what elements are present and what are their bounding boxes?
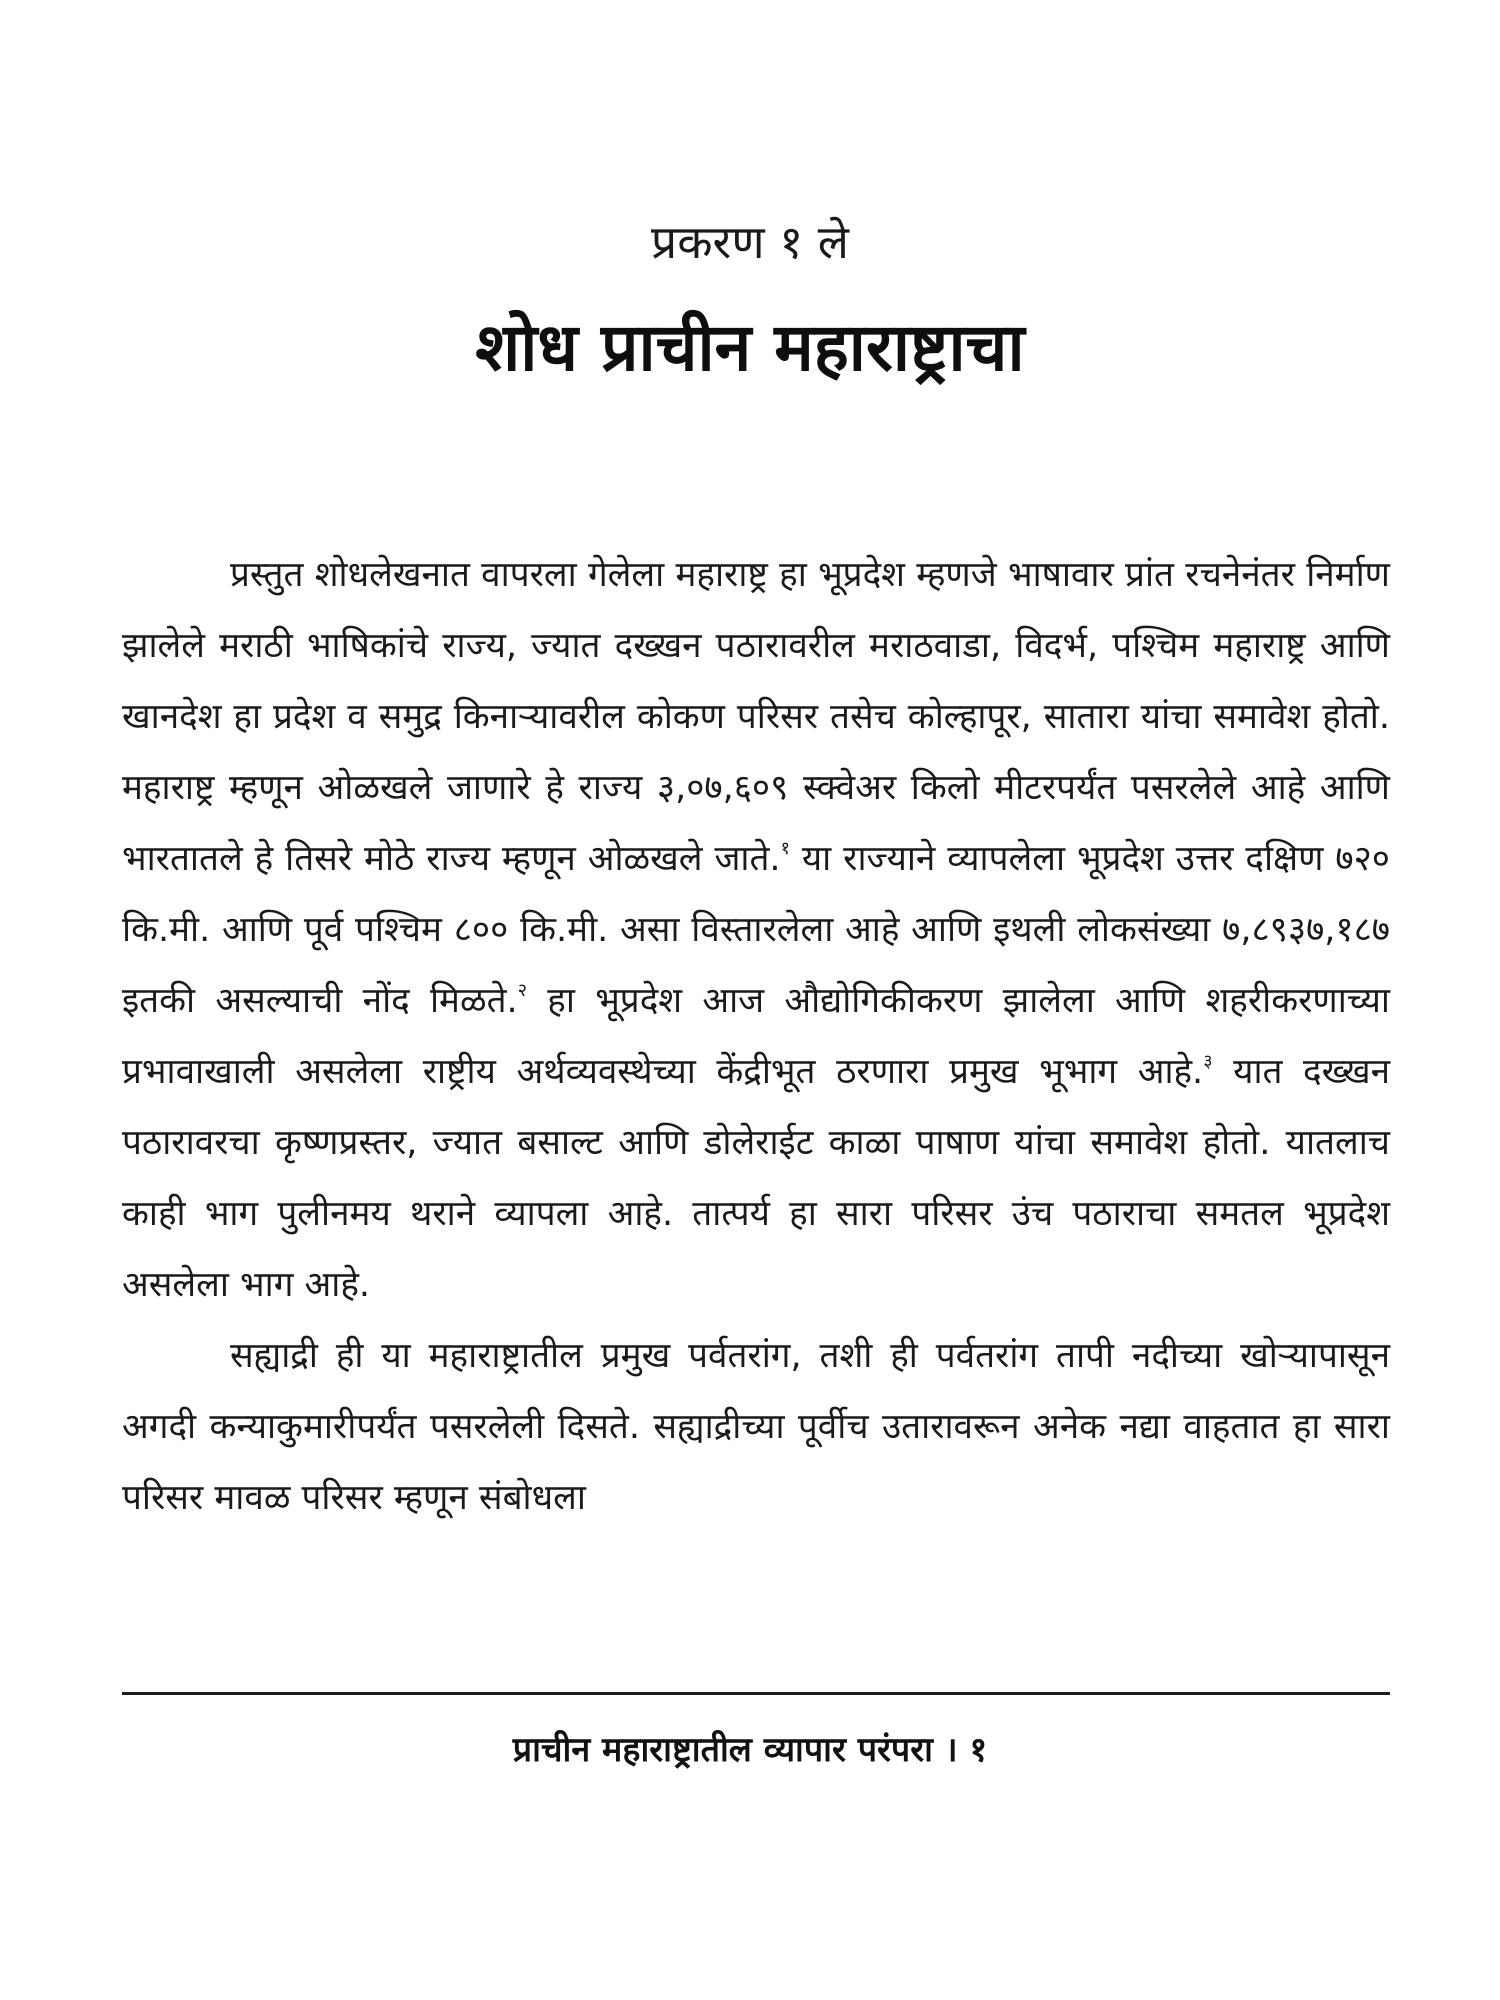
paragraph-1-segment-1: प्रस्तुत शोधलेखनात वापरला गेलेला महाराष्ट्र हा भूप्रदेश म्हणजे भाषावार प्रांत रचनेनंतर निर्माण झालेले मराठी भाषिकांचे राज्य, ज्यात दख्खन पठारावरील मराठवाडा, विदर्भ, पश्चिम महाराष्ट्र आणि खानदेश हा प्रदेश व समुद्र किनाऱ्यावरील कोकण परिसर तसेच कोल्हापूर, सातारा यांचा समावेश होतो. महाराष्ट्र म्हणून ओळखले जाणारे हे राज्य ३,०७,६०९ स्क्वेअर किलो मीटरपर्यंत पसरलेले आहे आणि भारतातले हे तिसरे मोठे राज्य म्हणून ओळखले जाते. xyxy=(122,555,1390,879)
body-text xyxy=(122,540,1390,1534)
paragraph-1 xyxy=(122,540,1390,1321)
running-footer: प्राचीन महाराष्ट्रातील व्यापार परंपरा । १ xyxy=(512,1730,988,1770)
paragraph-2: सह्याद्री ही या महाराष्ट्रातील प्रमुख पर्वतरांग, तशी ही पर्वतरांग तापी नदीच्या खोऱ्यापासून अगदी कन्याकुमारीपर्यंत पसरलेली दिसते. सह्याद्रीच्या पूर्वीच उतारावरून अनेक नद्या वाहतात हा सारा परिसर मावळ परिसर म्हणून संबोधला xyxy=(122,1336,1390,1518)
footnote-ref-2: २ xyxy=(517,980,528,1001)
chapter-title: शोध प्राचीन महाराष्ट्राचा xyxy=(475,309,1025,386)
paragraph-1-segment-2: या राज्याने व्यापलेला भूप्रदेश उत्तर दक्षिण ७२० कि.मी. आणि पूर्व पश्चिम ८०० कि.मी. असा विस्तारलेला आहे आणि इथली लोकसंख्या ७,८९३७,१८७ इतकी असल्याची नोंद मिळते. xyxy=(122,839,1390,1021)
chapter-number-label: प्रकरण १ ले xyxy=(651,215,849,269)
footer-divider xyxy=(122,1692,1390,1695)
paragraph-1-segment-3: हा भूप्रदेश आज औद्योगिकीकरण झालेला आणि शहरीकरणाच्या प्रभावाखाली असलेला राष्ट्रीय अर्थव्यवस्थेच्या केंद्रीभूत ठरणारा प्रमुख भूभाग आहे. xyxy=(122,981,1390,1092)
paragraph-1-segment-4: यात दख्खन पठारावरचा कृष्णप्रस्तर, ज्यात बसाल्ट आणि डोलेराईट काळा पाषाण यांचा समावेश होतो. यातलाच काही भाग पुलीनमय थराने व्यापला आहे. तात्पर्य हा सारा परिसर उंच पठाराचा समतल भूप्रदेश असलेला भाग आहे. xyxy=(122,1052,1390,1305)
footnote-ref-1: १ xyxy=(780,838,790,859)
footnote-ref-3: ३ xyxy=(1203,1051,1213,1072)
